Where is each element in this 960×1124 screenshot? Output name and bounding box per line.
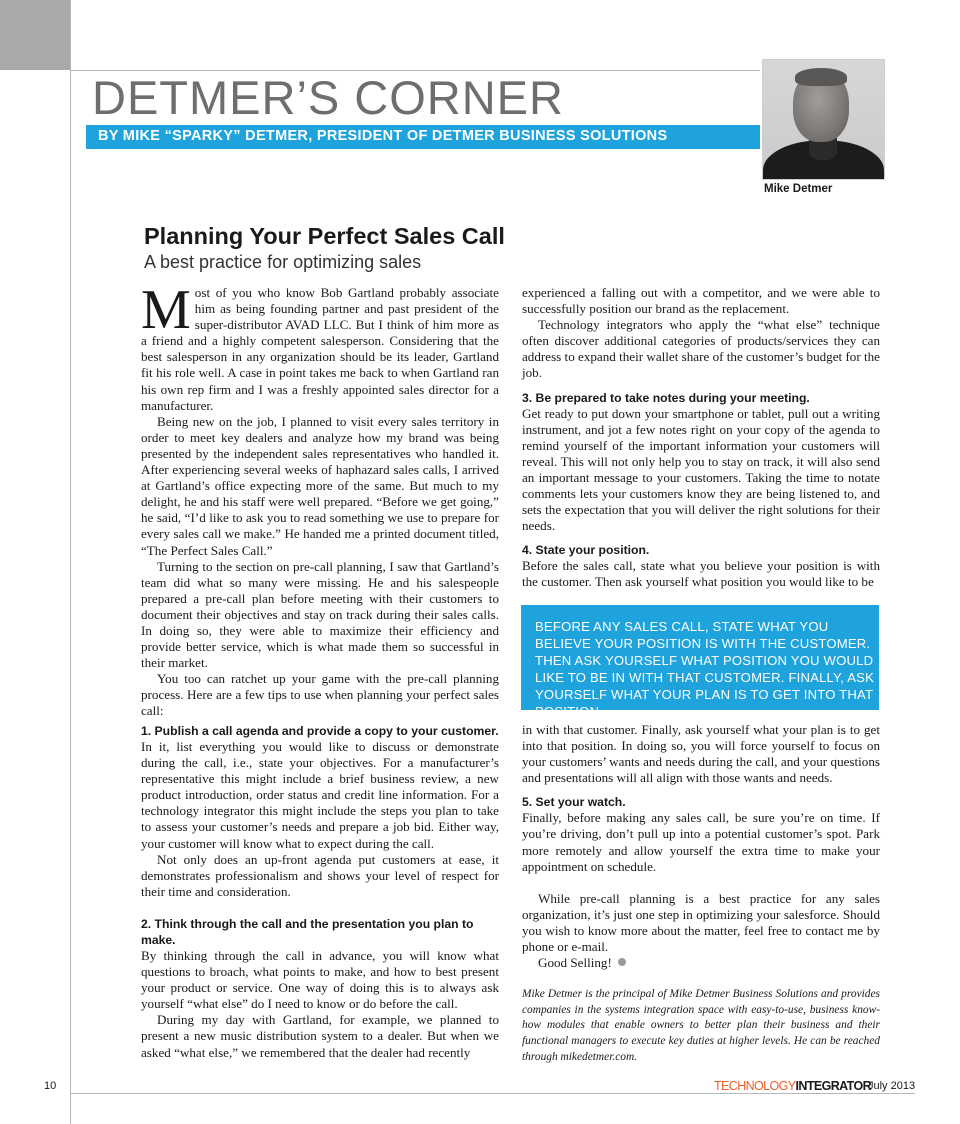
column-1-bottom (141, 723, 499, 1061)
section-heading: 1. Publish a call agenda and provide a copy to your customer. (141, 724, 499, 738)
paragraph: Finally, before making any sales call, be sure you’re on time. If you’re driving, don’t pull up into a potential customer’s spot. Park more remotely and allow yourself the extra time to make your appointment on schedule. (522, 810, 880, 874)
corner-tab (0, 0, 70, 70)
section-heading: 4. State your position. (522, 543, 650, 558)
paragraph: Most of you who know Bob Gartland probably associate him as being founding partner and past president of the super-distributor AVAD LLC. But I think of him more as a friend and a highly competent salesperson. Considering that the best salesperson in any organization should be its leader, Gartland fit his role well. A case in point takes me back to when Gartland ran his own rep firm and I was a freshly appointed sales director for a manufacturer. (141, 279, 499, 413)
byline: BY MIKE “SPARKY” DETMER, PRESIDENT OF DETMER BUSINESS SOLUTIONS (98, 128, 668, 144)
section-heading: 5. Set your watch. (522, 795, 626, 810)
signoff: Good Selling! (522, 955, 880, 971)
paragraph: In it, list everything you would like to discuss or demonstrate during the call, i.e., state your objectives. For a manufacturer’s representative this might include a brief business review, a new product introduction, order status and credit line information. For a technology integrator this might include the steps you plan to take to assess your customer’s needs and prepare a job bid. Either way, your customer will know what to expect during the call. (141, 739, 499, 851)
article-headline: Planning Your Perfect Sales Call (144, 223, 505, 249)
pull-quote (521, 605, 879, 719)
paragraph: Turning to the section on pre-call planning, I saw that Gartland’s team did what so many were missing. He and his salespeople prepared a pre-call plan before meeting with their customers to document their objectives and stay on track during their sales calls. In doing so, they were able to maximize their efficiency and provide better service, which is what made them so successful in their market. (141, 558, 499, 671)
paragraph: Get ready to put down your smartphone or tablet, pull out a writing instrument, and jot a few notes right on your copy of the agenda to remind yourself of the important information your customers will reveal. This will not only help you to stay on track, it will also send an important message to your customers. Taking the time to notate comments lets your customers know they are being listened to, and sets the expectation that you will deliver the right solutions for their needs. (522, 405, 880, 534)
pull-quote-text: BEFORE ANY SALES CALL, STATE WHAT YOU BELIEVE YOUR POSITION IS WITH THE CUSTOMER. THEN ASK YOURSELF WHAT POSITION YOU WOULD LIKE TO BE IN WITH THAT CUSTOMER. FINALLY, ASK YOURSELF WHAT YOUR PLAN IS TO GET INTO THAT POSITION. (535, 619, 875, 719)
paragraph: Technology integrators who apply the “what else” technique often discover additional categories of products/services they can address to expand their wallet share of the customer’s budget for the job. (522, 317, 880, 381)
article-deck: A best practice for optimizing sales (144, 252, 422, 272)
column-2-bottom (522, 722, 880, 1065)
paragraph: Being new on the job, I planned to visit every sales territory in order to meet key dealers and analyze how my brand was being presented by the independent sales representatives who handled it. After experiencing several weeks of haphazard sales calls, I arrived at Gartland’s office expecting more of the same. But much to my delight, he and his staff were well prepared. “Before we get going,” he said, “I’d like to ask you to read something we use to prepare for every sales call we make.” He handed me a printed document titled, “The Perfect Sales Call.” (141, 413, 499, 558)
column-title: DETMER’S CORNER (92, 71, 564, 124)
section-heading: 3. Be prepared to take notes during your meeting. (522, 390, 810, 405)
author-photo (762, 59, 885, 180)
drop-cap: M (141, 279, 191, 341)
photo-caption: Mike Detmer (764, 183, 833, 195)
author-bio: Mike Detmer is the principal of Mike Detmer Business Solutions and provides companies in the systems integration space with easy-to-use, business know-how modules that enable owners to better plan their business and their functional managers to execute key duties at higher levels. He can be reached through mikedetmer.com. (522, 988, 880, 1063)
paragraph: While pre-call planning is a best practice for any sales organization, it’s just one step in optimizing your salesforce. Should you wish to know more about the matter, feel free to contact me by phone or e-mail. (522, 890, 880, 955)
paragraph: experienced a falling out with a competitor, and we were able to successfully position our brand as the replacement. (522, 285, 880, 317)
section-heading: 2. Think through the call and the presentation you plan to make. (141, 916, 474, 947)
paragraph: Before the sales call, state what you believe your position is with the customer. Then ask yourself what position you would like to be (522, 558, 880, 590)
end-bullet-icon (618, 958, 626, 966)
footer-rule (70, 1093, 915, 1094)
paragraph: During my day with Gartland, for example, we planned to present a new music distribution system to a dealer. But when we asked “what else,” we remembered that the dealer had recently (141, 1012, 499, 1060)
magazine-logo: TECHNOLOGYINTEGRATOR (714, 1079, 871, 1093)
paragraph: You too can ratchet up your game with the pre-call planning process. Here are a few tips to use when planning your perfect sales call: (141, 671, 499, 719)
page-number: 10 (44, 1080, 57, 1092)
byline-bar (86, 125, 760, 149)
issue-date: July 2013 (868, 1080, 916, 1092)
column-1-top (141, 279, 499, 720)
paragraph: By thinking through the call in advance, you will know what questions to broach, what points to make, and how to best present your product or service. One way of doing this is to always ask yourself “what else” do I need to know or do before the call. (141, 947, 499, 1012)
paragraph: in with that customer. Finally, ask yourself what your plan is to get into that position. In doing so, you will force yourself to focus on your customers’ wants and needs during the call, and your questions and presentations will all align with those wants and needs. (522, 722, 880, 786)
paragraph: Not only does an up-front agenda put customers at ease, it demonstrates professionalism and shows your level of respect for their time and consideration. (141, 851, 499, 899)
column-2-top (522, 285, 880, 591)
margin-rule-vertical (70, 0, 71, 1124)
